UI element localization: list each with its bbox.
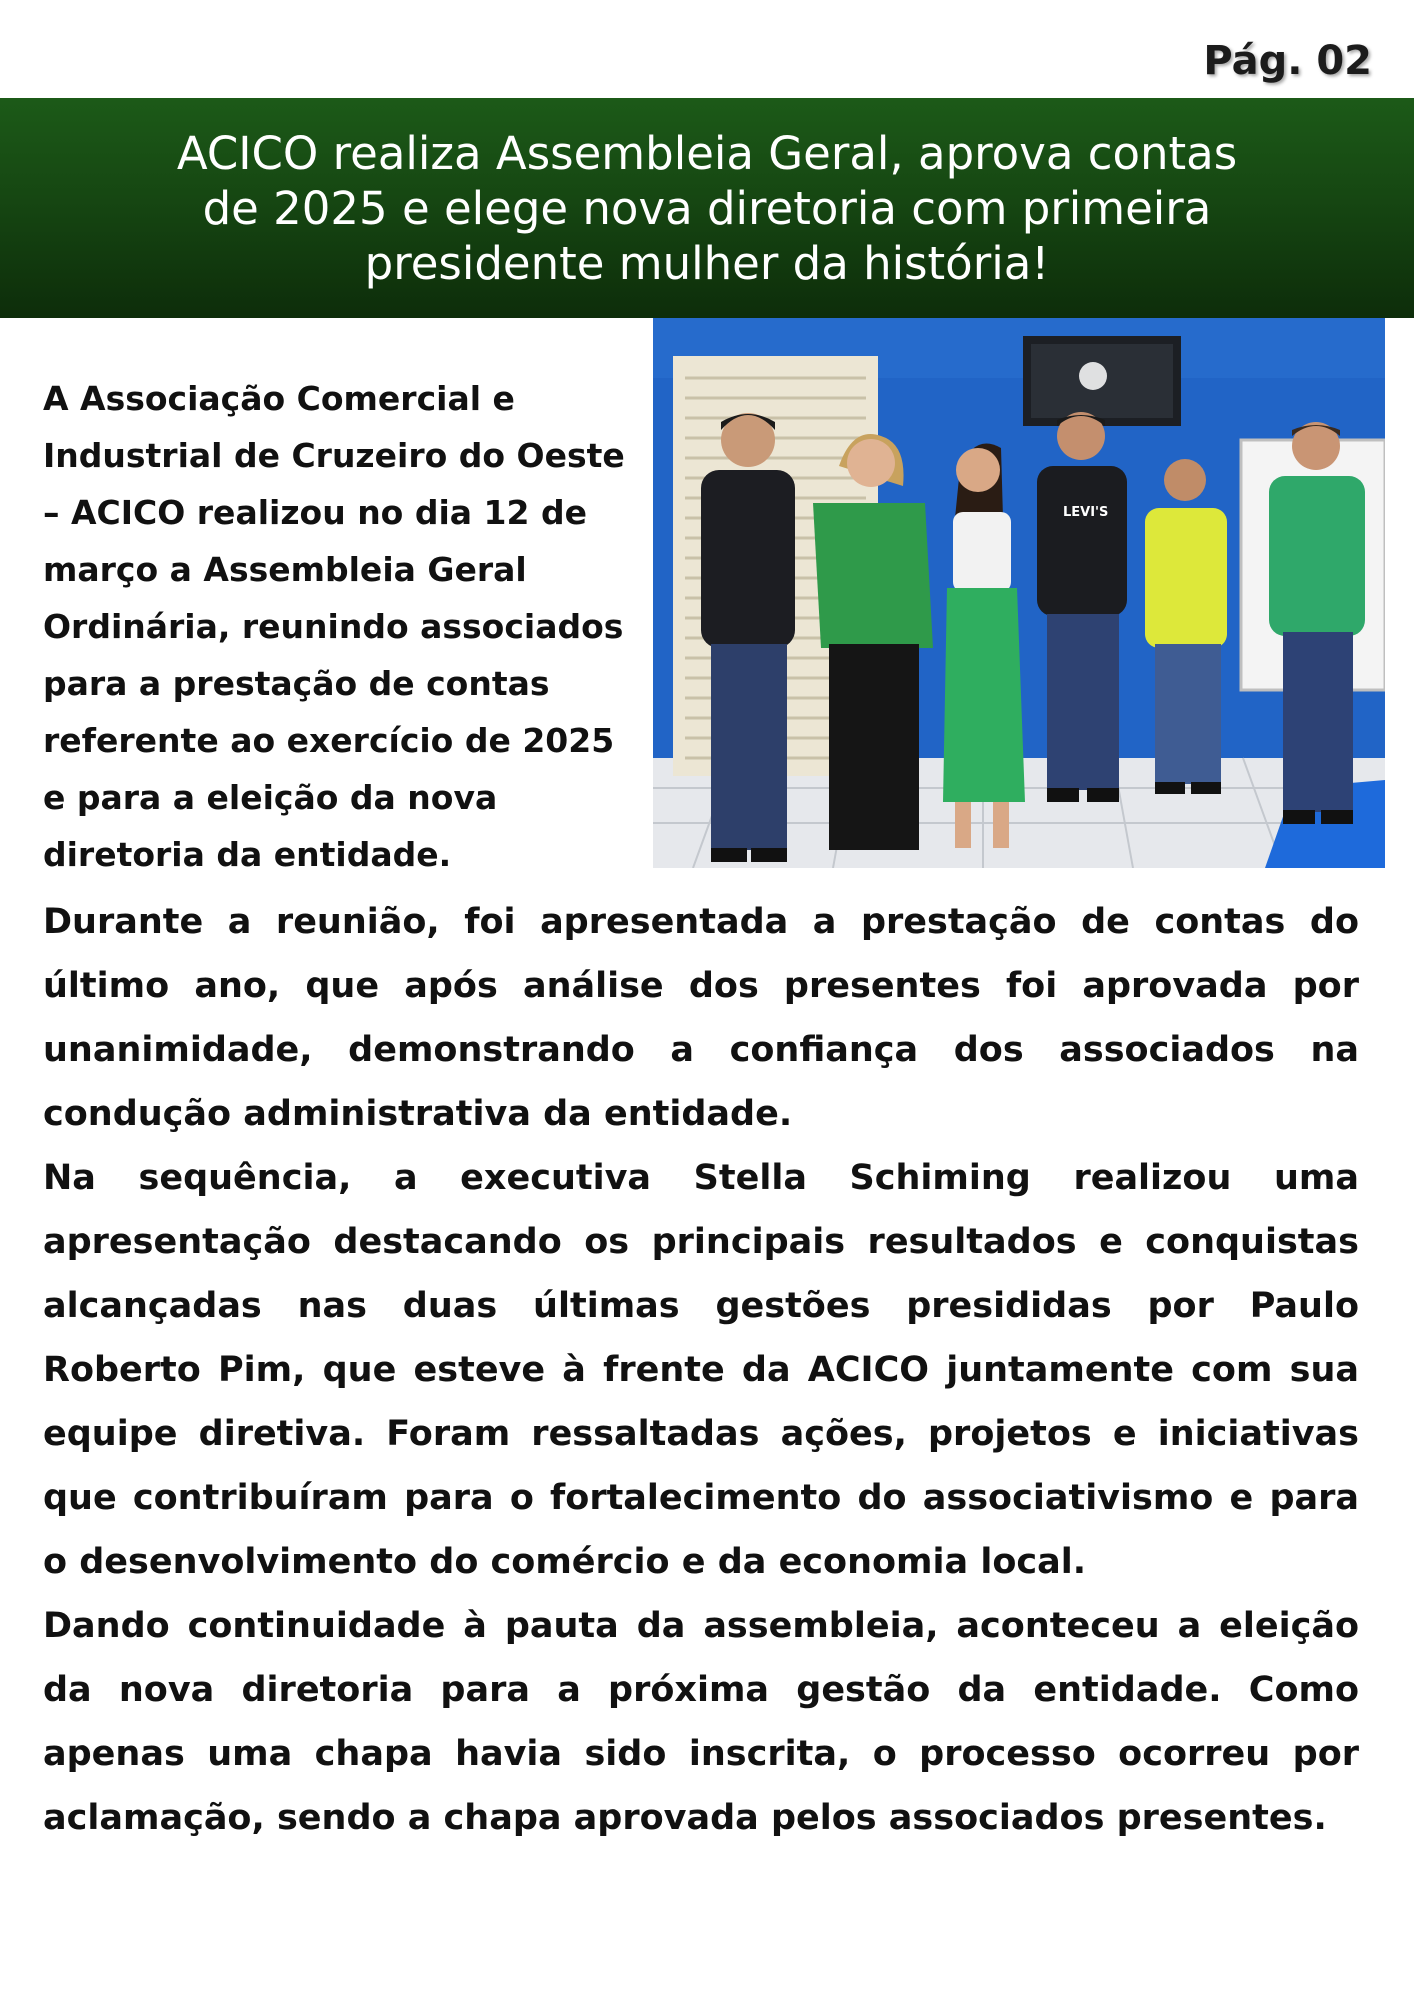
article-body [43, 890, 1359, 1850]
group-photo-illustration [653, 318, 1385, 868]
body-paragraph: Na sequência, a executiva Stella Schiming realizou uma apresentação destacando os principais resultados e conquistas alcançadas nas duas últimas gestões presididas por Paulo Roberto Pim, que esteve à frente da ACICO juntamente com sua equipe diretiva. Foram ressaltadas ações, projetos e iniciativas que contribuíram para o fortalecimento do associativismo e para o desenvolvimento do comércio e da economia local. [43, 1158, 1359, 1582]
shirt-logo-text: LEVI'S [1063, 505, 1109, 520]
body-paragraph: Dando continuidade à pauta da assembleia, aconteceu a eleição da nova diretoria para a próxima gestão da entidade. Como apenas uma chapa havia sido inscrita, o processo ocorreu por aclamação, sendo a chapa aprovada pelos associados presentes. [43, 1606, 1359, 1838]
headline-banner [0, 98, 1414, 318]
group-photo [653, 318, 1385, 868]
person-1 [701, 413, 795, 862]
person-4 [1037, 412, 1127, 802]
headline: ACICO realiza Assembleia Geral, aprova contas de 2025 e elege nova diretoria com primeira presidente mulher da história! [176, 126, 1238, 290]
page-number: Pág. 02 [1203, 38, 1372, 84]
person-6 [1269, 422, 1365, 824]
person-5 [1145, 459, 1227, 794]
intro-paragraph: A Associação Comercial e Industrial de Cruzeiro do Oeste – ACICO realizou no dia 12 de março a Assembleia Geral Ordinária, reunindo associados para a prestação de contas referente ao exercício de 2025 e para a eleição da nova diretoria da entidade. [43, 379, 625, 874]
wall-tv [1023, 336, 1181, 426]
body-paragraph: Durante a reunião, foi apresentada a prestação de contas do último ano, que após análise dos presentes foi aprovada por unanimidade, demonstrando a confiança dos associados na condução administrativa da entidade. [43, 902, 1359, 1134]
